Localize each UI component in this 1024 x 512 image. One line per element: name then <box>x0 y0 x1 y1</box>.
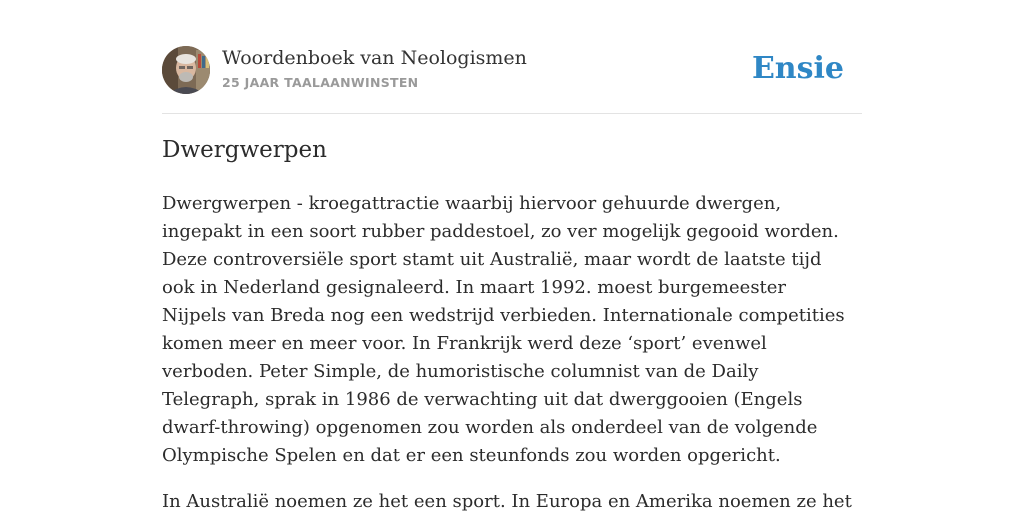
article-paragraph: Dwergwerpen - kroegattractie waarbij hiervoor gehuurde dwergen, ingepakt in een soort rubber paddestoel, zo ver mogelijk gegooid worden. Deze controversiële sport stamt uit Australië, maar wordt de laatste tijd ook in Nederland gesignaleerd. In maart 1992. moest burgemeester Nijpels van Breda nog een wedstrijd verbieden. Internationale competities komen meer en meer voor. In Frankrijk werd deze ‘sport’ evenwel verboden. Peter Simple, de humoristische columnist van de Daily Telegraph, sprak in 1986 de verwachting uit dat dwerggooien (Engels dwarf-throwing) opgenomen zou worden als onderdeel van de volgende Olympische Spelen en dat er een steunfonds zou worden opgericht. <box>162 193 845 466</box>
author-avatar[interactable] <box>162 46 210 94</box>
site-header <box>162 46 862 96</box>
article-body <box>162 190 852 512</box>
site-title[interactable]: Woordenboek van Neologismen <box>222 47 527 69</box>
site-subtitle: 25 JAAR TAALAANWINSTEN <box>222 75 419 90</box>
header-divider <box>162 113 862 114</box>
ensie-logo-link[interactable]: Ensie <box>751 51 844 86</box>
avatar-portrait-icon <box>162 46 210 94</box>
article-paragraph: In Australië noemen ze het een sport. In Europa en Amerika noemen ze het <box>162 491 852 512</box>
page-title: Dwergwerpen <box>162 137 327 163</box>
